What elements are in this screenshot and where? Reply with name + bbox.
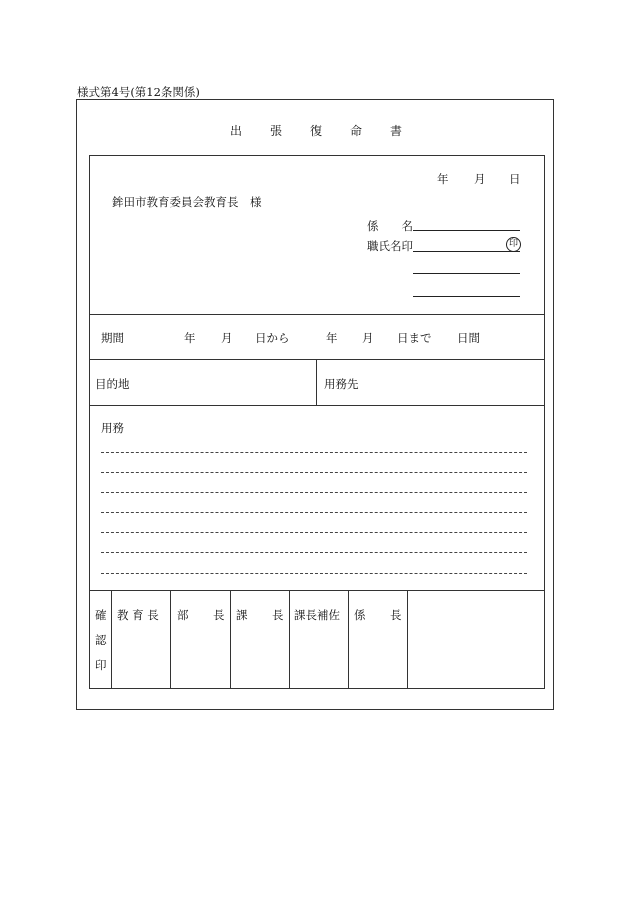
business-line[interactable]: [101, 532, 527, 533]
position-label: 係 名: [367, 219, 413, 233]
business-label: 用務: [101, 421, 124, 435]
business-line[interactable]: [101, 573, 527, 574]
section-chief-label: 課: [236, 608, 248, 622]
period-days: 日間: [457, 331, 480, 345]
confirm-char: 確: [95, 608, 107, 622]
unit-chief-label: 係: [354, 608, 366, 622]
divider: [348, 590, 349, 689]
period-to-day: 日まで: [397, 331, 432, 345]
period-label: 期間: [101, 331, 124, 345]
divider: [89, 359, 545, 360]
section-chief-label-suffix: 長: [272, 608, 284, 622]
divider: [316, 359, 317, 405]
director-label: 部: [177, 608, 189, 622]
date-year-label: 年: [437, 172, 449, 186]
extra-line-2[interactable]: [413, 296, 520, 297]
period-from-month: 月: [221, 331, 233, 345]
deputy-chief-label: 課長補佐: [294, 608, 340, 622]
superintendent-label: 教 育 長: [117, 608, 159, 622]
addressee: 鉾田市教育委員会教育長 様: [112, 195, 262, 209]
business-line[interactable]: [101, 492, 527, 493]
date-month-label: 月: [474, 172, 486, 186]
period-to-month: 月: [362, 331, 374, 345]
confirm-char: 認: [95, 633, 107, 647]
unit-chief-label-suffix: 長: [390, 608, 402, 622]
divider: [289, 590, 290, 689]
extra-line-1[interactable]: [413, 273, 520, 274]
period-from-year: 年: [184, 331, 196, 345]
form-number-label: 様式第4号(第12条関係): [77, 85, 200, 99]
divider: [230, 590, 231, 689]
seal-mark: 印: [506, 237, 521, 252]
divider: [89, 590, 545, 591]
position-field[interactable]: [413, 230, 520, 231]
divider: [407, 590, 408, 689]
period-to-year: 年: [326, 331, 338, 345]
confirm-char: 印: [95, 658, 107, 672]
divider: [170, 590, 171, 689]
business-line[interactable]: [101, 452, 527, 453]
name-seal-label: 職氏名印: [367, 239, 413, 253]
name-field[interactable]: [413, 251, 520, 252]
director-label-suffix: 長: [213, 608, 225, 622]
business-line[interactable]: [101, 472, 527, 473]
date-day-label: 日: [509, 172, 521, 186]
destination-label: 目的地: [95, 377, 130, 391]
business-line[interactable]: [101, 512, 527, 513]
form-title: 出張復命書: [229, 124, 430, 138]
divider: [89, 405, 545, 406]
divider: [111, 590, 112, 689]
business-place-label: 用務先: [324, 377, 359, 391]
divider: [89, 314, 545, 315]
period-from-day: 日から: [255, 331, 290, 345]
business-line[interactable]: [101, 552, 527, 553]
